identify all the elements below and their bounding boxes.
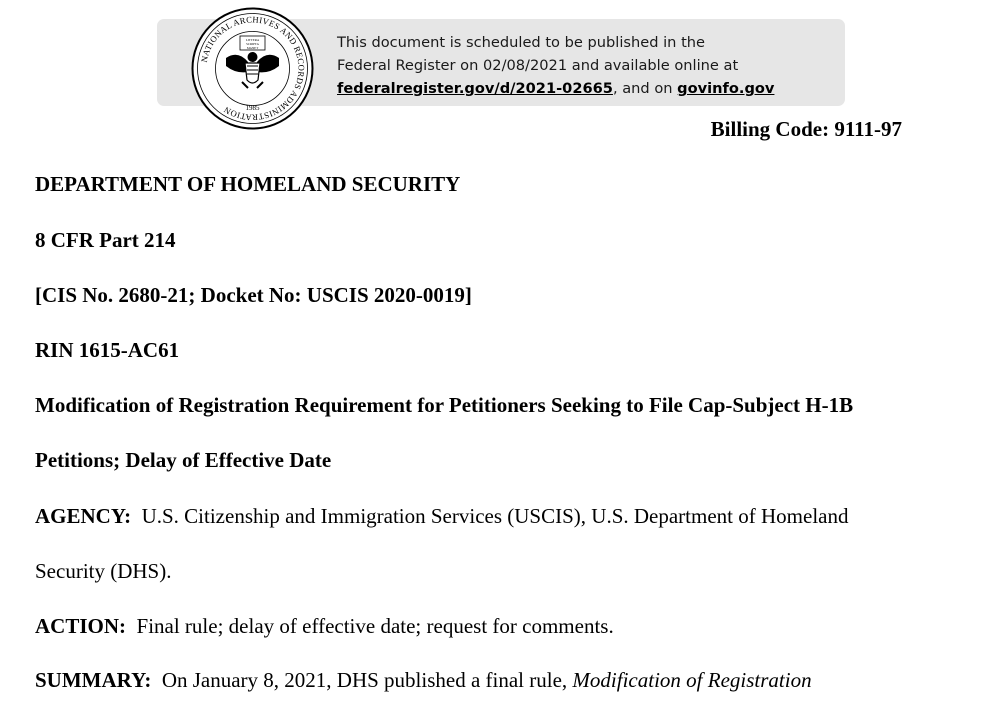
notice-connector-text: , and on — [612, 80, 678, 97]
notice-line-1: This document is scheduled to be published in the — [337, 34, 706, 51]
rule-title-line-1: Modification of Registration Requirement for Petitioners Seeking to File Cap-Subject H-1B — [35, 393, 854, 417]
summary-text: On January 8, 2021, DHS published a final rule, — [161, 668, 568, 692]
summary-italic-title: Modification of Registration — [572, 668, 812, 692]
action-paragraph — [35, 611, 614, 641]
seal-scroll-text-3: MANET — [246, 46, 259, 50]
seal-scroll-text-1: LITTERA — [245, 38, 260, 42]
action-text: Final rule; delay of effective date; request for comments. — [136, 614, 614, 638]
national-archives-seal-icon — [190, 6, 315, 131]
summary-paragraph — [35, 665, 812, 695]
notice-line-2: Federal Register on 02/08/2021 and available online at — [337, 57, 739, 74]
summary-label: SUMMARY: — [35, 668, 152, 692]
rin-number: RIN 1615-AC61 — [35, 338, 180, 362]
notice-line-3 — [337, 77, 774, 100]
department-heading: DEPARTMENT OF HOMELAND SECURITY — [35, 172, 461, 196]
agency-text-line-1: U.S. Citizenship and Immigration Services (USCIS), U.S. Department of Homeland — [141, 504, 849, 528]
seal-ring-text: NATIONAL ARCHIVES AND RECORDS ADMINISTRATION — [198, 14, 307, 123]
federalregister-link[interactable]: federalregister.gov/d/2021-02665 — [337, 80, 613, 97]
billing-code: Billing Code: 9111-97 — [710, 117, 902, 141]
publication-notice-text — [337, 31, 774, 100]
seal-year: 1985 — [245, 104, 260, 112]
docket-number: [CIS No. 2680-21; Docket No: USCIS 2020-0019] — [35, 283, 472, 307]
cfr-part: 8 CFR Part 214 — [35, 228, 176, 252]
seal-scroll-text-2: SCRIPTA — [246, 42, 259, 46]
govinfo-link[interactable]: govinfo.gov — [677, 80, 775, 97]
rule-title-line-2: Petitions; Delay of Effective Date — [35, 448, 332, 472]
agency-label: AGENCY: — [35, 504, 132, 528]
agency-paragraph — [35, 501, 848, 531]
agency-text-line-2: Security (DHS). — [35, 559, 172, 583]
action-label: ACTION: — [35, 614, 127, 638]
